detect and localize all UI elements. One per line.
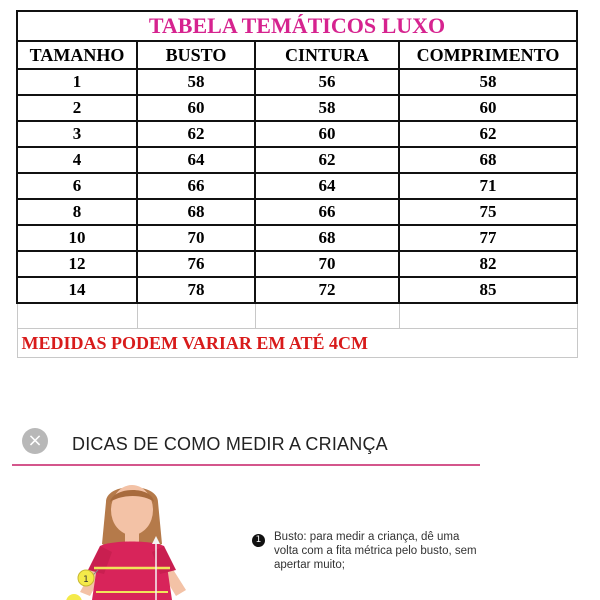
close-icon[interactable]: ×: [22, 428, 48, 454]
cell-comprimento: 62: [399, 121, 577, 147]
cell-tamanho: 6: [17, 173, 137, 199]
cell-tamanho: 12: [17, 251, 137, 277]
cell-comprimento: 85: [399, 277, 577, 303]
table-row: [17, 121, 577, 147]
cell-cintura: 58: [255, 95, 399, 121]
cell-busto: 58: [137, 69, 255, 95]
cell-cintura: 64: [255, 173, 399, 199]
table-row: [17, 69, 577, 95]
tip-text-1: Busto: para medir a criança, dê uma volta com a fita métrica pelo busto, sem apertar muito;: [274, 531, 477, 571]
cell-cintura: 66: [255, 199, 399, 225]
cell-tamanho: 1: [17, 69, 137, 95]
cell-busto: 64: [137, 147, 255, 173]
header-busto: BUSTO: [137, 41, 255, 69]
cell-cintura: 68: [255, 225, 399, 251]
empty-cell: [137, 303, 255, 329]
table-title: TABELA TEMÁTICOS LUXO: [17, 11, 577, 41]
cell-busto: 62: [137, 121, 255, 147]
empty-cell: [255, 303, 399, 329]
cell-busto: 66: [137, 173, 255, 199]
tips-divider: [12, 464, 480, 466]
variation-note: MEDIDAS PODEM VARIAR EM ATÉ 4CM: [17, 329, 577, 358]
cell-cintura: 62: [255, 147, 399, 173]
cell-comprimento: 60: [399, 95, 577, 121]
header-comprimento: COMPRIMENTO: [399, 41, 577, 69]
cell-cintura: 60: [255, 121, 399, 147]
cell-cintura: 70: [255, 251, 399, 277]
tips-title: DICAS DE COMO MEDIR A CRIANÇA: [72, 434, 388, 454]
cell-comprimento: 82: [399, 251, 577, 277]
marker-number: 1: [83, 575, 89, 585]
table-row: [17, 95, 577, 121]
cell-tamanho: 3: [17, 121, 137, 147]
cell-cintura: 56: [255, 69, 399, 95]
cell-comprimento: 77: [399, 225, 577, 251]
size-table: [16, 10, 578, 358]
table-row: [17, 173, 577, 199]
table-row: [17, 277, 577, 303]
marker-circle-lower: [66, 594, 82, 600]
table-note-row: [17, 329, 577, 358]
tip-bullet-1: 1: [252, 534, 265, 547]
cell-busto: 76: [137, 251, 255, 277]
header-tamanho: TAMANHO: [17, 41, 137, 69]
table-row: [17, 199, 577, 225]
cell-tamanho: 10: [17, 225, 137, 251]
cell-comprimento: 58: [399, 69, 577, 95]
table-empty-row: [17, 303, 577, 329]
empty-cell: [399, 303, 577, 329]
empty-cell: [17, 303, 137, 329]
cell-comprimento: 68: [399, 147, 577, 173]
cell-busto: 70: [137, 225, 255, 251]
cell-cintura: 72: [255, 277, 399, 303]
cell-tamanho: 14: [17, 277, 137, 303]
cell-tamanho: 2: [17, 95, 137, 121]
cell-tamanho: 4: [17, 147, 137, 173]
cell-busto: 68: [137, 199, 255, 225]
table-header-row: [17, 41, 577, 69]
cell-tamanho: 8: [17, 199, 137, 225]
table-row: [17, 251, 577, 277]
table-row: [17, 225, 577, 251]
table-row: [17, 147, 577, 173]
table-title-row: [17, 11, 577, 41]
cell-busto: 78: [137, 277, 255, 303]
header-cintura: CINTURA: [255, 41, 399, 69]
cell-comprimento: 71: [399, 173, 577, 199]
cell-busto: 60: [137, 95, 255, 121]
child-illustration: [40, 480, 240, 600]
cell-comprimento: 75: [399, 199, 577, 225]
